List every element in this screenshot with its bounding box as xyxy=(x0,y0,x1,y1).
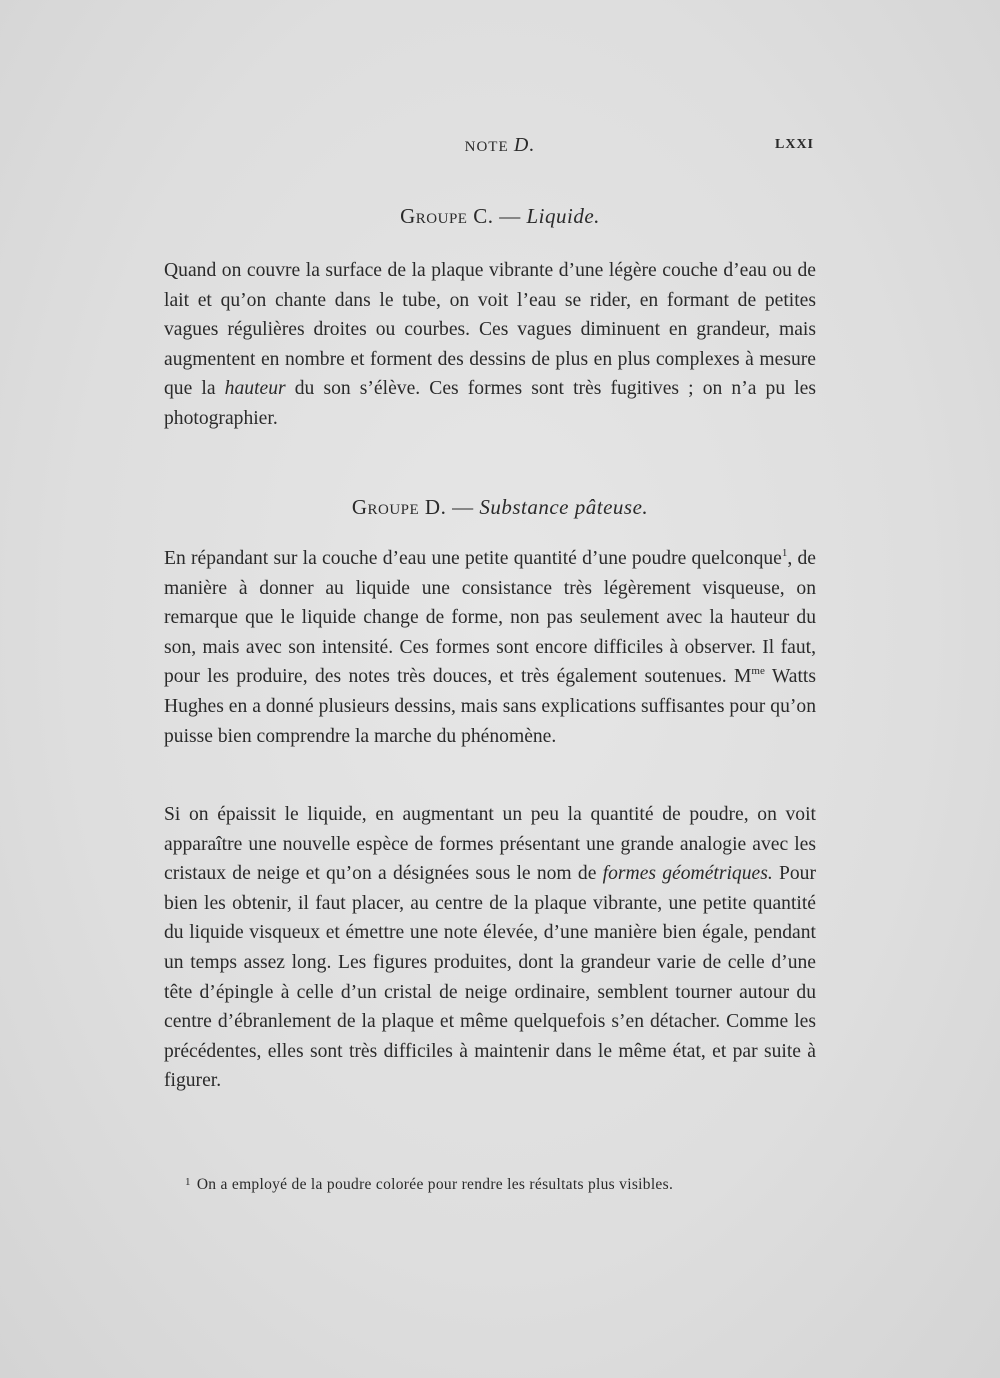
section-label: Groupe D. xyxy=(351,495,447,519)
note-label: NOTE xyxy=(464,139,509,155)
section-label: Groupe C. xyxy=(400,204,494,228)
text-run: Watts Hughes en a donné plusieurs dessins, mais sans explications suffisantes pour qu’on puisse bien comprendre la marche du phénomène. xyxy=(164,666,816,747)
text-run: du son s’élève. Ces formes sont très fugitives ; on n’a pu les photographier. xyxy=(164,378,816,429)
footnote-text: On a employé de la poudre colorée pour rendre les résultats plus visibles. xyxy=(196,1176,674,1193)
text-run: Quand on couvre la surface de la plaque vibrante d’une légère couche d’eau ou de lait et qu’on chante dans le tube, on voit l’eau se rider, en formant de petites vagues régulières droites ou courbes. Ces vagues diminuent en grandeur, mais augmentent en nombre et forment des dessins de plus en plus complexes à mesure que la xyxy=(164,260,816,400)
text-run: Si on épaissit le liquide, en augmentant un peu la quantité de poudre, on voit apparaître une nouvelle espèce de formes présentant une grande analogie avec les cristaux de neige et qu’on a désignées sous le nom de xyxy=(164,804,816,885)
section-title: Liquide. xyxy=(526,204,600,228)
paragraph-substance-pateuse xyxy=(164,544,816,751)
italic-term: hauteur xyxy=(224,378,286,400)
footnote-reference: 1 xyxy=(781,547,788,559)
text-run: , de manière à donner au liquide une consistance très légèrement visqueuse, on remarque que le liquide change de forme, non pas seulement avec la hauteur du son, mais avec son intensité. Ces formes sont encore difficiles à observer. Il faut, pour les produire, des notes très douces, et très également soutenues. M xyxy=(164,548,816,688)
superscript-abbrev: me xyxy=(751,665,765,678)
page-number: LXXI xyxy=(775,137,815,152)
section-dash: — xyxy=(452,495,474,519)
section-heading-groupe-d xyxy=(0,495,1000,520)
note-letter: D. xyxy=(513,134,536,156)
text-run: Pour bien les obtenir, il faut placer, au centre de la plaque vibrante, une petite quantité du liquide visqueux et émettre une note élevée, d’une manière bien égale, pendant un temps assez long. Les figures produites, dont la grandeur varie de celle d’une tête d’épingle à celle d’un cristal de neige ordinaire, semblent tourner autour du centre d’ébranlement de la plaque et même quelquefois s’en détacher. Comme les précédentes, elles sont très difficiles à maintenir dans le même état, et par suite à figurer. xyxy=(164,863,816,1092)
footnote xyxy=(185,1176,825,1194)
section-title: Substance pâteuse. xyxy=(479,495,649,519)
paragraph-formes-geometriques xyxy=(164,800,816,1096)
section-heading-groupe-c xyxy=(0,204,1000,229)
section-dash: — xyxy=(499,204,521,228)
footnote-mark: 1 xyxy=(185,1176,191,1188)
paragraph-liquide xyxy=(164,256,816,434)
text-run: En répandant sur la couche d’eau une petite quantité d’une poudre quelconque xyxy=(164,548,782,569)
italic-term: formes géométriques. xyxy=(602,863,773,885)
running-header xyxy=(0,134,1000,157)
